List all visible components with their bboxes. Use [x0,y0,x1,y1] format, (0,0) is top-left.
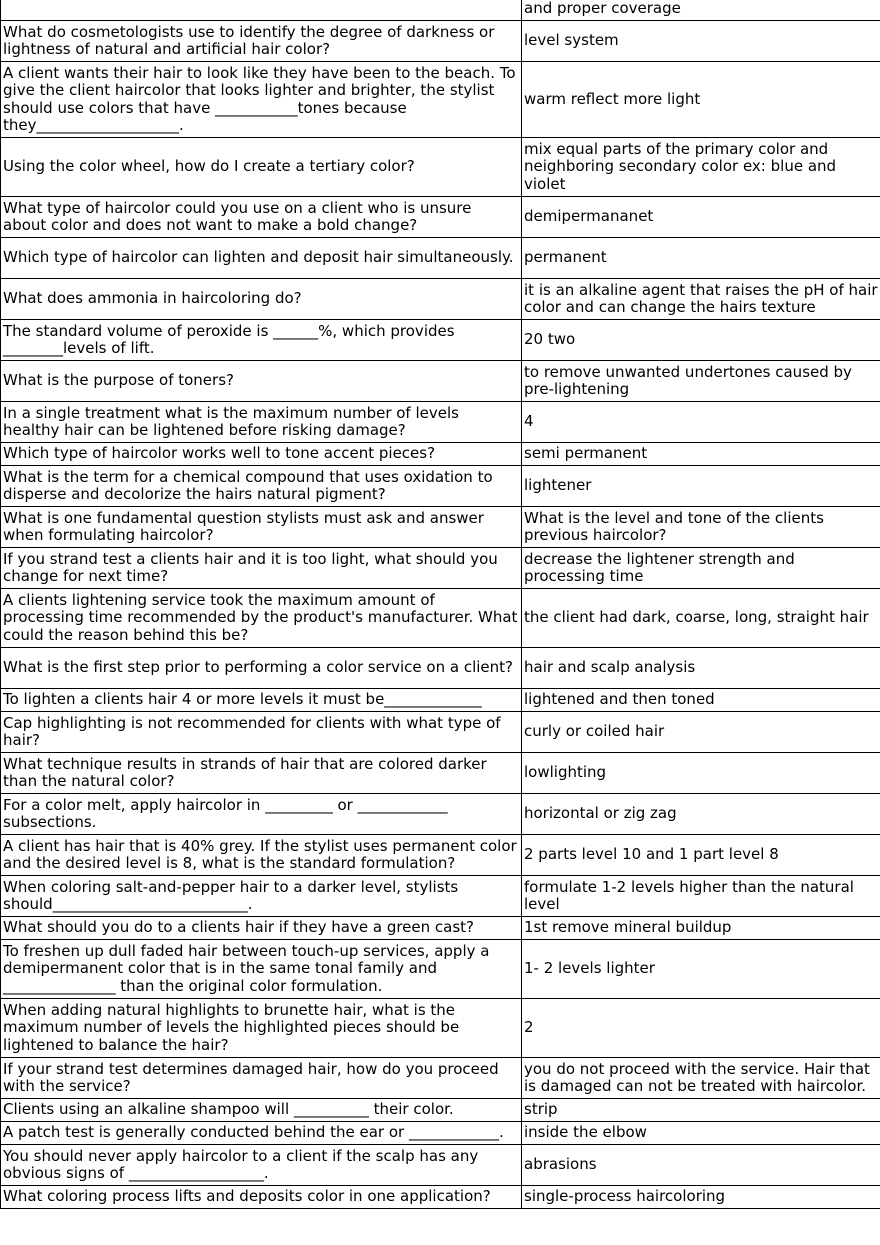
question-cell: If you strand test a clients hair and it is too light, what should you change for next time? [1,548,522,589]
answer-cell: it is an alkaline agent that raises the pH of hair color and can change the hairs texture [522,279,880,320]
question-cell: To lighten a clients hair 4 or more levels it must be_____________ [1,689,522,712]
table-row [1,507,880,548]
table-row [1,1145,880,1186]
table-row [1,279,880,320]
answer-cell: abrasions [522,1145,880,1186]
question-cell: To freshen up dull faded hair between touch-up services, apply a demipermanent color that is in the same tonal family and _______________ than the original color formulation. [1,940,522,999]
table-row [1,62,880,138]
answer-cell: What is the level and tone of the clients previous haircolor? [522,507,880,548]
table-row [1,689,880,712]
answer-cell: curly or coiled hair [522,712,880,753]
answer-cell: the client had dark, coarse, long, straight hair [522,589,880,648]
answer-cell: and proper coverage [522,0,880,21]
answer-cell: you do not proceed with the service. Hair that is damaged can not be treated with haircolor. [522,1058,880,1099]
table-row [1,1099,880,1122]
question-cell [1,0,522,21]
question-cell: You should never apply haircolor to a client if the scalp has any obvious signs of __________________. [1,1145,522,1186]
answer-cell: horizontal or zig zag [522,794,880,835]
table-row [1,648,880,689]
answer-cell: permanent [522,238,880,279]
answer-cell: level system [522,21,880,62]
table-row [1,320,880,361]
question-cell: In a single treatment what is the maximum number of levels healthy hair can be lightened before risking damage? [1,402,522,443]
question-cell: Using the color wheel, how do I create a tertiary color? [1,138,522,197]
question-cell: A client wants their hair to look like they have been to the beach. To give the client haircolor that looks lighter and brighter, the stylist should use colors that have ___________tones because they___________________. [1,62,522,138]
question-cell: Which type of haircolor works well to tone accent pieces? [1,443,522,466]
table-row [1,238,880,279]
question-cell: Cap highlighting is not recommended for clients with what type of hair? [1,712,522,753]
answer-cell: semi permanent [522,443,880,466]
table-row [1,1058,880,1099]
answer-cell: inside the elbow [522,1122,880,1145]
question-cell: What do cosmetologists use to identify the degree of darkness or lightness of natural and artificial hair color? [1,21,522,62]
answer-cell: lightened and then toned [522,689,880,712]
answer-cell: 1st remove mineral buildup [522,917,880,940]
question-cell: What is the term for a chemical compound that uses oxidation to disperse and decolorize the hairs natural pigment? [1,466,522,507]
question-cell: What is the first step prior to performing a color service on a client? [1,648,522,689]
table-row [1,589,880,648]
answer-cell: single-process haircoloring [522,1186,880,1209]
table-row [1,21,880,62]
table-row [1,466,880,507]
answer-cell: 2 [522,999,880,1058]
answer-cell: mix equal parts of the primary color and neighboring secondary color ex: blue and violet [522,138,880,197]
table-row [1,548,880,589]
answer-cell: lowlighting [522,753,880,794]
table-row [1,917,880,940]
question-cell: What should you do to a clients hair if they have a green cast? [1,917,522,940]
table-row [1,835,880,876]
table-row [1,402,880,443]
question-cell: The standard volume of peroxide is ______%, which provides ________levels of lift. [1,320,522,361]
answer-cell: 1- 2 levels lighter [522,940,880,999]
answer-cell: to remove unwanted undertones caused by pre-lightening [522,361,880,402]
table-row [1,999,880,1058]
flashcard-table-body [1,0,880,1209]
question-cell: For a color melt, apply haircolor in _________ or ____________ subsections. [1,794,522,835]
question-cell: Which type of haircolor can lighten and deposit hair simultaneously. [1,238,522,279]
answer-cell: formulate 1-2 levels higher than the natural level [522,876,880,917]
answer-cell: 2 parts level 10 and 1 part level 8 [522,835,880,876]
table-row [1,0,880,21]
table-row [1,876,880,917]
table-row [1,197,880,238]
answer-cell: lightener [522,466,880,507]
answer-cell: 4 [522,402,880,443]
answer-cell: warm reflect more light [522,62,880,138]
question-cell: When coloring salt-and-pepper hair to a darker level, stylists should__________________________. [1,876,522,917]
answer-cell: hair and scalp analysis [522,648,880,689]
table-row [1,443,880,466]
table-row [1,794,880,835]
question-cell: A client has hair that is 40% grey. If the stylist uses permanent color and the desired level is 8, what is the standard formulation? [1,835,522,876]
question-cell: What is one fundamental question stylists must ask and answer when formulating haircolor? [1,507,522,548]
question-cell: Clients using an alkaline shampoo will __________ their color. [1,1099,522,1122]
table-row [1,753,880,794]
question-cell: What type of haircolor could you use on a client who is unsure about color and does not want to make a bold change? [1,197,522,238]
question-cell: If your strand test determines damaged hair, how do you proceed with the service? [1,1058,522,1099]
table-row [1,138,880,197]
question-cell: What is the purpose of toners? [1,361,522,402]
answer-cell: decrease the lightener strength and processing time [522,548,880,589]
table-row [1,1186,880,1209]
question-cell: A patch test is generally conducted behind the ear or ____________. [1,1122,522,1145]
question-cell: What coloring process lifts and deposits color in one application? [1,1186,522,1209]
table-row [1,940,880,999]
table-row [1,712,880,753]
question-cell: A clients lightening service took the maximum amount of processing time recommended by the product's manufacturer. What could the reason behind this be? [1,589,522,648]
table-row [1,361,880,402]
table-row [1,1122,880,1145]
answer-cell: 20 two [522,320,880,361]
question-cell: When adding natural highlights to brunette hair, what is the maximum number of levels the highlighted pieces should be lightened to balance the hair? [1,999,522,1058]
question-cell: What technique results in strands of hair that are colored darker than the natural color? [1,753,522,794]
answer-cell: demipermananet [522,197,880,238]
answer-cell: strip [522,1099,880,1122]
question-cell: What does ammonia in haircoloring do? [1,279,522,320]
